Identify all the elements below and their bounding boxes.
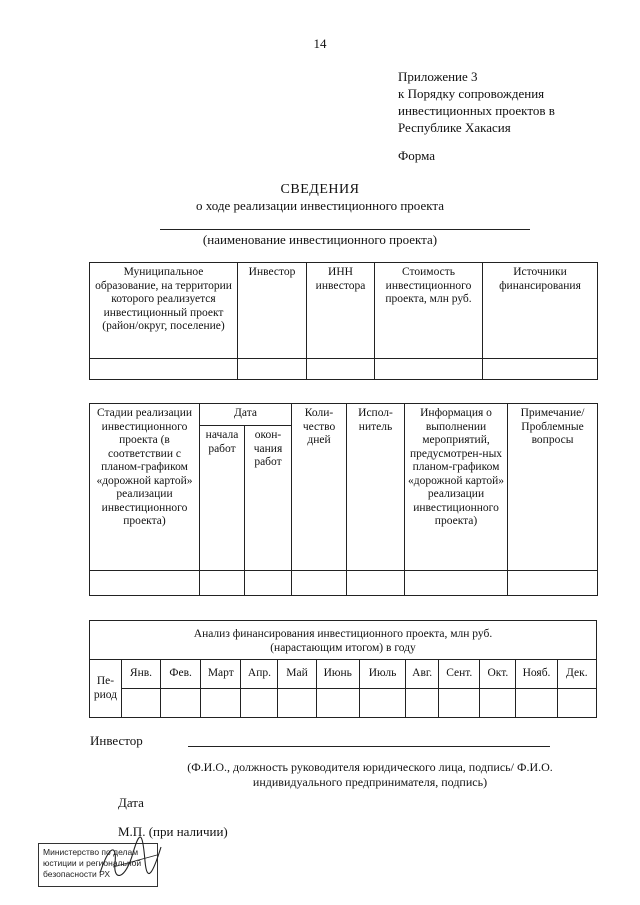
project-info-table bbox=[89, 262, 598, 380]
investor-header: Инвестор bbox=[238, 263, 307, 359]
month-header: Июль bbox=[359, 660, 405, 689]
month-header: Окт. bbox=[480, 660, 516, 689]
table-cell[interactable] bbox=[245, 571, 292, 596]
table-cell[interactable] bbox=[439, 689, 480, 718]
appendix-block bbox=[398, 68, 555, 136]
table-cell[interactable] bbox=[359, 689, 405, 718]
table-header-row bbox=[90, 263, 598, 359]
stage-header: Стадии реализации инвестиционного проекта (в соответствии с планом-графиком «дорожной картой» реализации инвестиционного проекта) bbox=[90, 404, 200, 571]
month-header: Авг. bbox=[406, 660, 439, 689]
info-header: Информация о выполнении мероприятий, предусмотрен-ных планом-графиком «дорожной картой» реализации инвестиционного проекта) bbox=[405, 404, 508, 571]
form-label: Форма bbox=[398, 148, 435, 163]
table-cell[interactable] bbox=[90, 571, 200, 596]
signature-caption: (Ф.И.О., должность руководителя юридического лица, подпись/ Ф.И.О. индивидуального предпринимателя, подпись) bbox=[187, 760, 553, 789]
notes-header: Примечание/ Проблемные вопросы bbox=[508, 404, 598, 571]
appendix-line: инвестиционных проектов в bbox=[398, 103, 555, 118]
inn-header: ИНН инвестора bbox=[307, 263, 375, 359]
month-header: Нояб. bbox=[516, 660, 557, 689]
executor-header: Испол-нитель bbox=[347, 404, 405, 571]
table-row bbox=[90, 359, 598, 380]
financing-title bbox=[90, 621, 597, 660]
date-label: Дата bbox=[118, 795, 144, 810]
table-cell[interactable] bbox=[292, 571, 347, 596]
funding-sources-header: Источники финансирования bbox=[483, 263, 598, 359]
table-cell[interactable] bbox=[375, 359, 483, 380]
month-header: Янв. bbox=[121, 660, 160, 689]
table-cell[interactable] bbox=[483, 359, 598, 380]
cost-header: Стоимость инвестиционного проекта, млн руб. bbox=[375, 263, 483, 359]
stages-table bbox=[89, 403, 598, 596]
table-cell[interactable] bbox=[406, 689, 439, 718]
table-cell[interactable] bbox=[508, 571, 598, 596]
table-cell[interactable] bbox=[557, 689, 596, 718]
table-row bbox=[90, 689, 597, 718]
month-header: Фев. bbox=[161, 660, 201, 689]
financing-title-line: Анализ финансирования инвестиционного проекта, млн руб. bbox=[193, 628, 493, 640]
seal-label: М.П. (при наличии) bbox=[118, 824, 228, 839]
table-header-row bbox=[90, 404, 598, 426]
table-cell[interactable] bbox=[307, 359, 375, 380]
municipality-header: Муниципальное образование, на территории которого реализуется инвестиционный проект (район/округ, поселение) bbox=[90, 263, 238, 359]
days-header: Коли-чество дней bbox=[292, 404, 347, 571]
table-cell[interactable] bbox=[121, 689, 160, 718]
month-header: Май bbox=[278, 660, 316, 689]
appendix-line: Приложение 3 bbox=[398, 69, 478, 84]
table-cell[interactable] bbox=[241, 689, 278, 718]
table-cell[interactable] bbox=[480, 689, 516, 718]
table-cell[interactable] bbox=[161, 689, 201, 718]
project-name-caption: (наименование инвестиционного проекта) bbox=[202, 232, 438, 247]
table-cell[interactable] bbox=[201, 689, 241, 718]
table-cell[interactable] bbox=[347, 571, 405, 596]
table-row bbox=[90, 571, 598, 596]
table-cell[interactable] bbox=[316, 689, 359, 718]
date-header: Дата bbox=[200, 404, 292, 426]
table-cell[interactable] bbox=[516, 689, 557, 718]
month-header: Апр. bbox=[241, 660, 278, 689]
table-cell[interactable] bbox=[90, 359, 238, 380]
date-start-header: начала работ bbox=[200, 426, 245, 571]
appendix-line: Республике Хакасия bbox=[398, 120, 511, 135]
month-header: Дек. bbox=[557, 660, 596, 689]
table-cell[interactable] bbox=[278, 689, 316, 718]
table-header-row bbox=[90, 621, 597, 660]
month-header: Сент. bbox=[439, 660, 480, 689]
month-header: Март bbox=[201, 660, 241, 689]
document-subtitle: о ходе реализации инвестиционного проекта bbox=[195, 198, 444, 213]
table-cell[interactable] bbox=[405, 571, 508, 596]
page-number: 14 bbox=[313, 36, 327, 51]
investor-signature-line[interactable] bbox=[188, 746, 550, 747]
date-end-header: окон-чания работ bbox=[245, 426, 292, 571]
month-header: Июнь bbox=[316, 660, 359, 689]
table-cell[interactable] bbox=[238, 359, 307, 380]
document-title: СВЕДЕНИЯ bbox=[280, 182, 360, 197]
months-row bbox=[90, 660, 597, 689]
stamp-text: Министерство по делам юстиции и региональной безопасности РХ bbox=[43, 847, 142, 879]
appendix-line: к Порядку сопровождения bbox=[398, 86, 545, 101]
signature-scribble-icon bbox=[95, 833, 165, 888]
investor-label: Инвестор bbox=[90, 733, 143, 748]
table-cell[interactable] bbox=[200, 571, 245, 596]
financing-title-line: (нарастающим итогом) в году bbox=[270, 642, 416, 654]
project-name-line bbox=[160, 229, 530, 230]
financing-analysis-table bbox=[89, 620, 597, 718]
period-header: Пе-риод bbox=[90, 660, 122, 718]
